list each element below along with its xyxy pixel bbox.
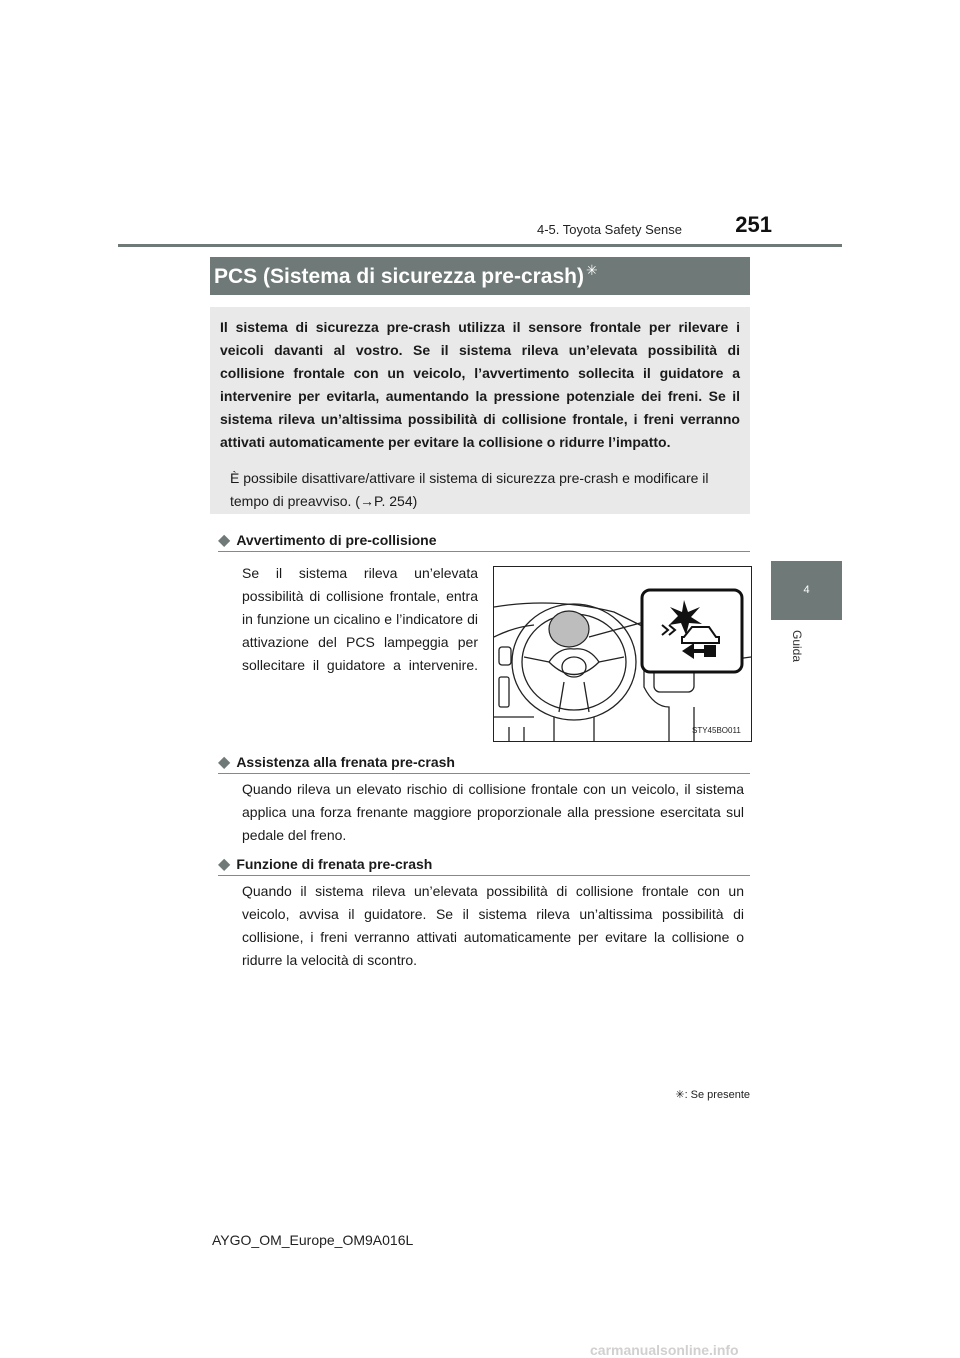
dashboard-illustration: [493, 566, 752, 742]
page-title-text: PCS (Sistema di sicurezza pre-crash): [214, 265, 584, 288]
page-number: 251: [735, 212, 772, 237]
chapter-label-text: Guida: [790, 630, 804, 663]
chapter-label: [790, 630, 806, 670]
section-heading-text: Funzione di frenata pre-crash: [236, 856, 433, 872]
diamond-bullet-icon: ◆: [218, 754, 231, 771]
footnote: [600, 1088, 750, 1101]
title-asterisk-marker: ✳: [585, 262, 598, 278]
intro-note: È possibile disattivare/attivare il sistema di sicurezza pre-crash e modificare il tempo di preavviso. (→P. 254): [230, 470, 709, 509]
intro-summary: Il sistema di sicurezza pre-crash utilizza il sensore frontale per rilevare i veicoli davanti al vostro. Se il sistema rileva un’elevata possibilità di collisione frontale con un veicolo, l’avvertimento sollecita il guidatore a intervenire per evitarla, aumentando la pressione potenziale dei freni. Se il sistema rileva un’altissima possibilità di collisione frontale, i freni verranno attivati automaticamente per evitare la collisione o ridurre l’impatto.: [220, 319, 740, 450]
section-divider: [218, 875, 750, 876]
diamond-bullet-icon: ◆: [218, 856, 231, 873]
page-title: [214, 262, 598, 289]
footnote-marker: ✳: [675, 1089, 685, 1101]
illustration-code: STY45BO011: [692, 726, 741, 735]
section-heading-text: Assistenza alla frenata pre-crash: [236, 754, 455, 770]
header-divider: [118, 244, 842, 247]
section-heading-text: Avvertimento di pre-collisione: [236, 532, 437, 548]
document-id: AYGO_OM_Europe_OM9A016L: [212, 1232, 414, 1248]
diamond-bullet-icon: ◆: [218, 532, 231, 549]
chapter-tab: 4: [771, 561, 842, 620]
section-divider: [218, 551, 750, 552]
section-text-pre-collision-warning: Se il sistema rileva un’elevata possibilità di collisione frontale, entra in funzione un cicalino e l’indicatore di attivazione del PCS lampeggia per sollecitare il guidatore a intervenire.: [242, 565, 478, 673]
footnote-text: : Se presente: [684, 1089, 750, 1101]
watermark: carmanualsonline.info: [590, 1342, 739, 1358]
section-heading-pre-collision-warning: [218, 530, 437, 550]
section-breadcrumb: 4-5. Toyota Safety Sense: [536, 222, 682, 237]
dashboard-drawing: [494, 567, 751, 741]
section-divider: [218, 773, 750, 774]
section-heading-brake-assist: [218, 752, 455, 772]
section-heading-pre-crash-braking: [218, 854, 432, 874]
section-text-pre-crash-braking: Quando il sistema rileva un’elevata possibilità di collisione frontale con un veicolo, avvisa il guidatore. Se il sistema rileva un’altissima possibilità di collisione, i freni verranno attivati automaticamente per evitare la collisione o ridurre la velocità di scontro.: [242, 883, 744, 968]
section-text-brake-assist: Quando rileva un elevato rischio di collisione frontale con un veicolo, il sistema applica una forza frenante maggiore proporzionale alla pressione esercitata sul pedale del freno.: [242, 781, 744, 843]
